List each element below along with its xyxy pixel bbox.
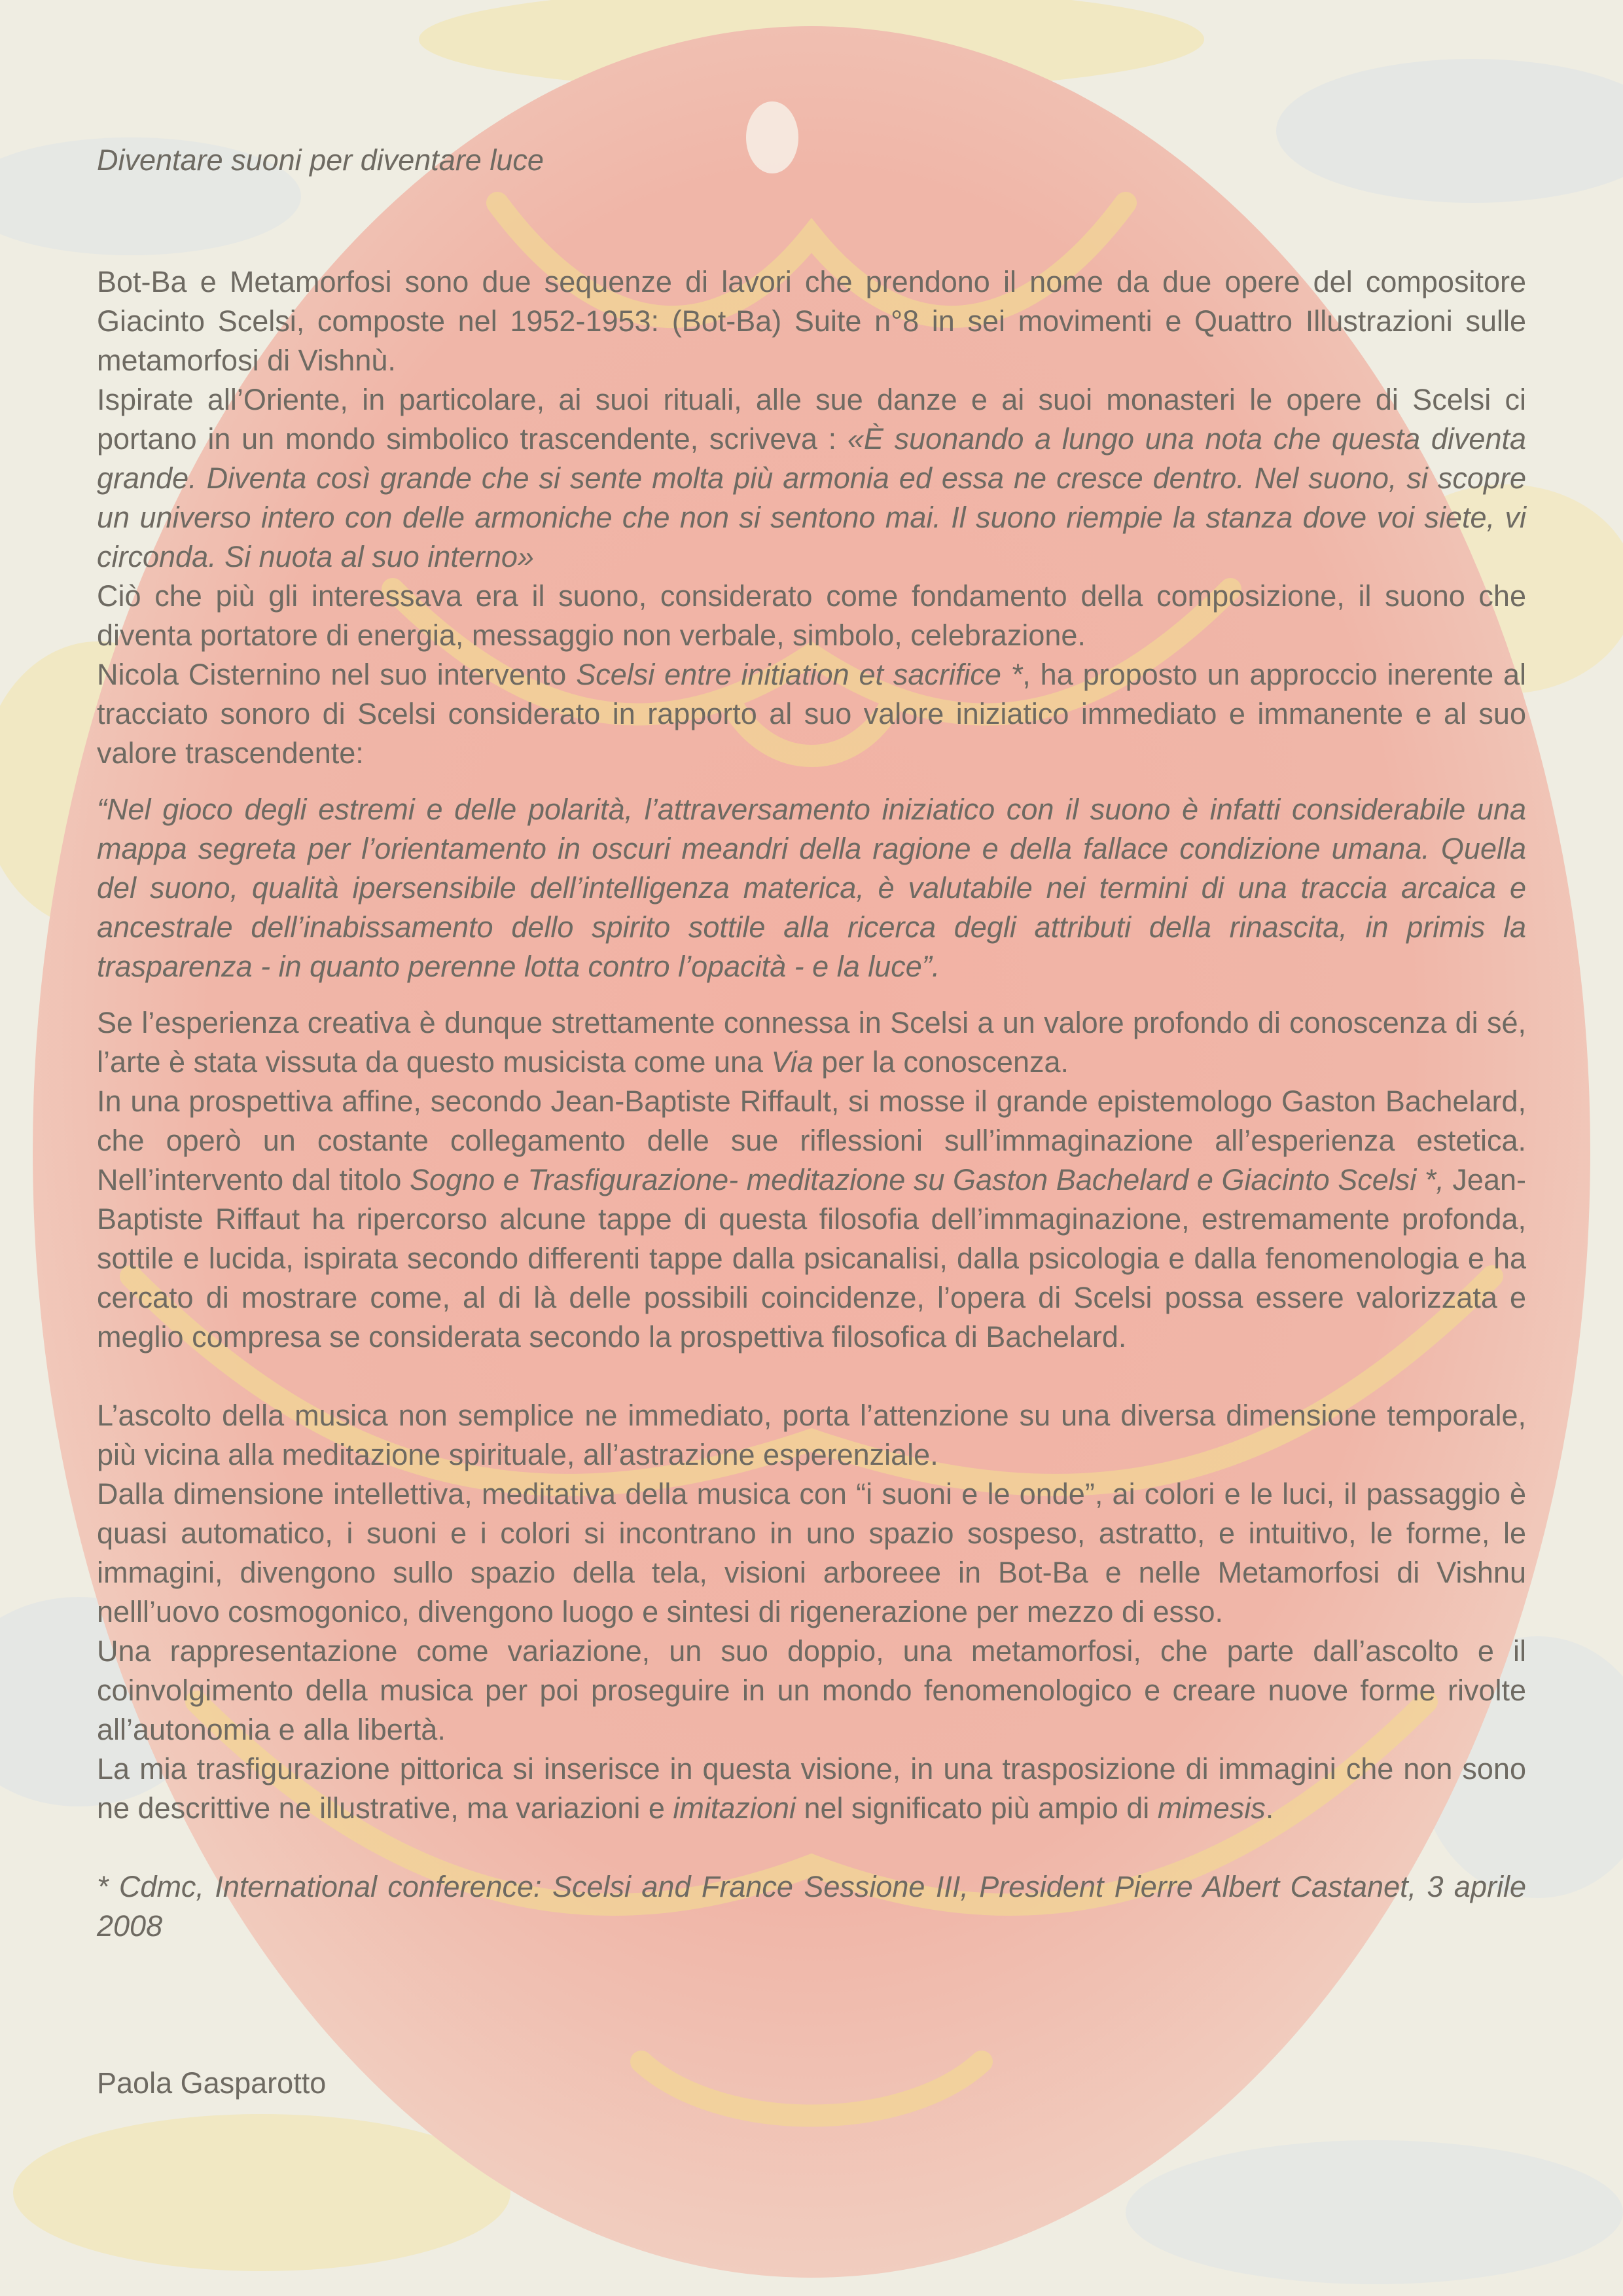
paragraph-6-text-b: Jean-Baptiste Riffaut ha ripercorso alcune tappe di questa filosofia dell’immaginazione, estremamente profonda, sottile e lucida, ispirata secondo differenti tappe dalla psicanalisi, dalla psicologia e dalla fenomenologia e ha cercato di mostrare come, al di là delle possibili coincidenze, l’opera di Scelsi possa essere valorizzata e meglio compresa se considerata secondo la prospettiva filosofica di Bachelard.	[97, 1163, 1526, 1354]
block-quote: “Nel gioco degli estremi e delle polarità, l’attraversamento iniziatico con il suono è infatti considerabile una mappa segreta per l’orientamento in oscuri meandri della ragione e della fallace condizione umana. Quella del suono, qualità ipersensibile dell’intelligenza materica, è valutabile nei termini di una traccia arcaica e ancestrale dell’inabissamento dello spirito sottile alla ricerca degli attributi della rinascita, in primis la trasparenza - in quanto perenne lotta contro l’opacità - e la luce”.	[97, 793, 1526, 983]
paragraph-10-text-a: La mia trasfigurazione pittorica si inserisce in questa visione, in una trasposizione di immagini che non sono ne descrittive ne illustrative, ma variazioni e	[97, 1752, 1526, 1825]
paragraph-2-quote: «È suonando a lungo una nota che questa diventa grande. Diventa così grande che si sente molta più armonia ed essa ne cresce dentro. Nel suono, si scopre un universo intero con delle armoniche che non si sentono mai. Il suono riempie la stanza dove voi siete, vi circonda. Si nuota al suo interno»	[97, 422, 1526, 573]
footnote: * Cdmc, International conference: Scelsi and France Sessione III, President Pierre Albert Castanet, 3 aprile 2008	[97, 1870, 1526, 1943]
paragraph-9: Una rappresentazione come variazione, un suo doppio, una metamorfosi, che parte dall’ascolto e il coinvolgimento della musica per poi proseguire in un mondo fenomenologico e creare nuove forme rivolte all’autonomia e alla libertà.	[97, 1634, 1526, 1746]
paragraph-6-title: Sogno e Trasfigurazione- meditazione su Gaston Bachelard e Giacinto Scelsi *,	[410, 1163, 1444, 1196]
paragraph-10-mimesis: mimesis	[1157, 1791, 1266, 1825]
paragraph-10-imitazioni: imitazioni	[673, 1791, 796, 1825]
paragraph-5	[97, 1003, 1526, 1082]
paragraph-4-title: Scelsi entre initiation et sacrifice *	[576, 658, 1023, 691]
paragraph-4-text-a: Nicola Cisternino nel suo intervento	[97, 658, 577, 691]
paragraph-8: Dalla dimensione intellettiva, meditativa della musica con “i suoni e le onde”, ai colori e le luci, il passaggio è quasi automatico, i suoni e i colori si incontrano in uno spazio sospeso, astratto, e intuitivo, le forme, le immagini, divengono sullo spazio della tela, visioni arboreee in Bot-Ba e nelle Metamorfosi di Vishnu nelll’uovo cosmogonico, divengono luogo e sintesi di rigenerazione per mezzo di esso.	[97, 1477, 1526, 1628]
paragraph-10-text-b: nel significato più ampio di	[795, 1791, 1158, 1825]
paragraph-3: Ciò che più gli interessava era il suono, considerato come fondamento della composizione, il suono che diventa portatore di energia, messaggio non verbale, simbolo, celebrazione.	[97, 579, 1526, 652]
author-signature: Paola Gasparotto	[97, 2066, 327, 2100]
paragraph-5-via: Via	[771, 1045, 813, 1079]
page-title: Diventare suoni per diventare luce	[97, 143, 544, 177]
paragraph-6-text-a: In una prospettiva affine, secondo Jean-Baptiste Riffault, si mosse il grande epistemologo Gaston Bachelard, che operò un costante collegamento delle sue riflessioni sull’immaginazione all’esperienza estetica. Nell’intervento dal titolo	[97, 1085, 1526, 1196]
paragraph-5-text-b: per la conoscenza.	[813, 1045, 1069, 1079]
paragraph-5-text-a: Se l’esperienza creativa è dunque strettamente connessa in Scelsi a un valore profondo di conoscenza di sé, l’arte è stata vissuta da questo musicista come una	[97, 1006, 1526, 1079]
paragraph-4-text-b: , ha proposto un approccio inerente al tracciato sonoro di Scelsi considerato in rapporto al suo valore iniziatico immediato e immanente e al suo valore trascendente:	[97, 658, 1526, 770]
paragraph-2	[97, 380, 1526, 577]
paragraph-6	[97, 1082, 1526, 1357]
paragraph-7: L’ascolto della musica non semplice ne immediato, porta l’attenzione su una diversa dimensione temporale, più vicina alla meditazione spirituale, all’astrazione esperenziale.	[97, 1399, 1526, 1471]
paragraph-10	[97, 1749, 1526, 1828]
document-page	[97, 141, 1526, 2103]
paragraph-1: Bot-Ba e Metamorfosi sono due sequenze di lavori che prendono il nome da due opere del compositore Giacinto Scelsi, composte nel 1952-1953: (Bot-Ba) Suite n°8 in sei movimenti e Quattro Illustrazioni sulle metamorfosi di Vishnù.	[97, 265, 1526, 377]
paragraph-2-text: Ispirate all’Oriente, in particolare, ai suoi rituali, alle sue danze e ai suoi monasteri le opere di Scelsi ci portano in un mondo simbolico trascendente, scriveva :	[97, 383, 1526, 456]
paragraph-4	[97, 655, 1526, 773]
paragraph-10-text-c: .	[1265, 1791, 1274, 1825]
